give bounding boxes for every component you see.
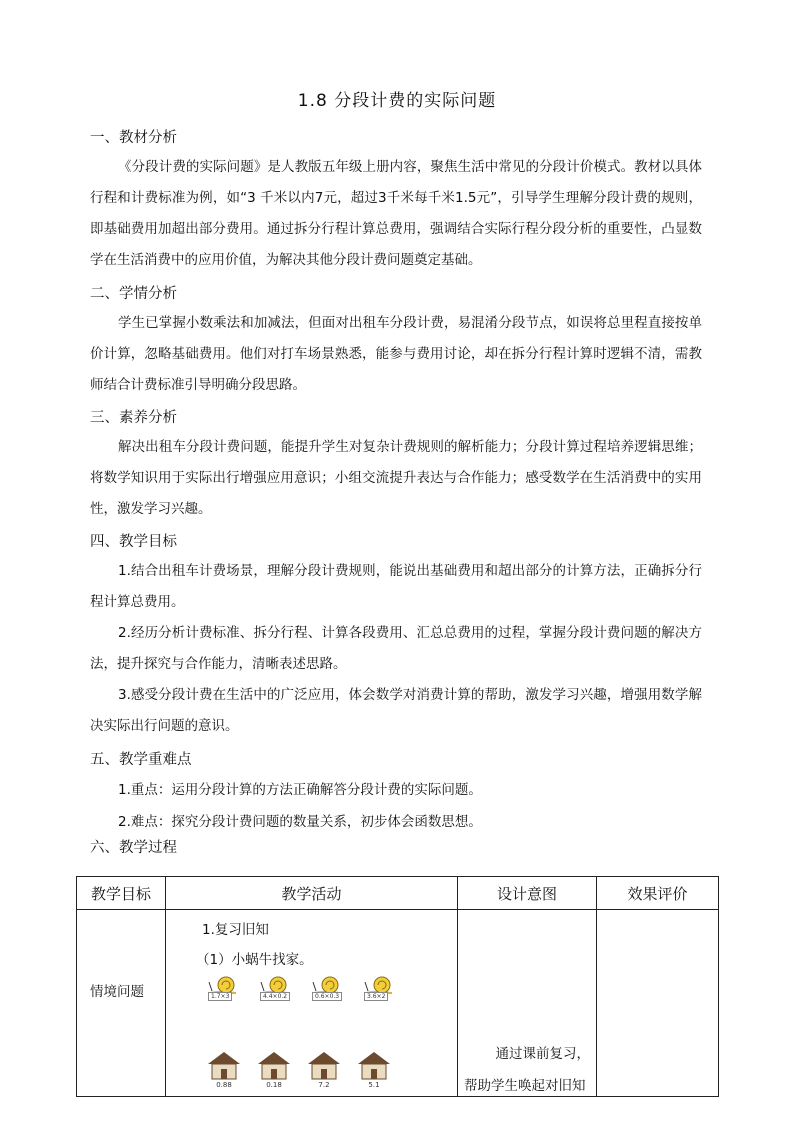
section-heading-keypoints: 五、教学重难点 [90, 752, 192, 768]
house-icon [306, 1050, 342, 1080]
table-header-row [77, 877, 719, 910]
snail-label: 0.6×0.3 [312, 992, 342, 1001]
header-evaluation: 效果评价 [597, 877, 719, 910]
house-icon [206, 1050, 242, 1080]
snail-card [310, 974, 348, 1002]
cell-evaluation [597, 910, 719, 1097]
house-label: 7.2 [318, 1081, 330, 1089]
intent-line-2: 帮助学生唤起对旧知 [464, 1078, 586, 1094]
section-heading-process: 六、教学过程 [90, 840, 177, 856]
house-icon [256, 1050, 292, 1080]
goal-item-3: 3.感受分段计费在生活中的广泛应用，体会数学对消费计算的帮助，激发学习兴趣，增强用数学解决实际出行问题的意识。 [90, 687, 702, 734]
section-heading-goals: 四、教学目标 [90, 534, 177, 550]
snail-label: 1.7×3 [208, 992, 232, 1001]
goal-text: 情境问题 [90, 984, 144, 1000]
snail-card [362, 974, 400, 1002]
cell-intent [458, 910, 597, 1097]
intent-line-1: 通过课前复习， [495, 1046, 590, 1062]
teaching-process-table [76, 876, 719, 1097]
header-intent: 设计意图 [458, 877, 597, 910]
snail-label: 3.6×2 [364, 992, 388, 1001]
house-card [256, 1050, 292, 1089]
house-icon [356, 1050, 392, 1080]
house-label: 0.18 [266, 1081, 282, 1089]
keypoint-item-2: 2.难点：探究分段计费问题的数量关系，初步体会函数思想。 [118, 814, 482, 830]
house-row [206, 1050, 392, 1089]
table-row [77, 910, 719, 1097]
page-title: 1.8 分段计费的实际问题 [297, 91, 497, 111]
snail-label: 4.4×0.2 [260, 992, 290, 1001]
section-heading-textbook: 一、教材分析 [90, 130, 177, 146]
house-card [306, 1050, 342, 1089]
snail-card [258, 974, 296, 1002]
header-goal: 教学目标 [77, 877, 166, 910]
section-text-textbook: 《分段计费的实际问题》是人教版五年级上册内容，聚焦生活中常见的分段计价模式。教材以具体行程和计费标准为例，如“3 千米以内7元，超过3千米每千米1.5元”，引导学生理解分段计费的规则，即基础费用加超出部分费用。通过拆分行程计算总费用，强调结合实际行程分段分析的重要性，凸显数学在生活消费中的应用价值，为解决其他分段计费问题奠定基础。 [90, 159, 702, 268]
cell-goal [77, 910, 166, 1097]
section-text-literacy: 解决出租车分段计费问题，能提升学生对复杂计费规则的解析能力；分段计算过程培养逻辑思维；将数学知识用于实际出行增强应用意识；小组交流提升表达与合作能力；感受数学在生活消费中的实用性，激发学习兴趣。 [90, 439, 702, 517]
goal-item-1: 1.结合出租车计费场景，理解分段计费规则，能说出基础费用和超出部分的计算方法，正确拆分行程计算总费用。 [90, 563, 702, 610]
section-text-learner: 学生已掌握小数乘法和加减法，但面对出租车分段计费，易混淆分段节点，如误将总里程直接按单价计算，忽略基础费用。他们对打车场景熟悉，能参与费用讨论，却在拆分行程计算时逻辑不清，需教师结合计费标准引导明确分段思路。 [90, 315, 702, 393]
section-heading-learner: 二、学情分析 [90, 286, 177, 302]
activity-title: 1.复习旧知 [202, 922, 269, 938]
cell-activity [166, 910, 458, 1097]
house-card [206, 1050, 242, 1089]
snail-card [206, 974, 244, 1002]
activity-subtitle: （1）小蜗牛找家。 [196, 952, 313, 968]
house-label: 5.1 [368, 1081, 380, 1089]
section-heading-literacy: 三、素养分析 [90, 410, 177, 426]
house-label: 0.88 [216, 1081, 232, 1089]
goal-item-2: 2.经历分析计费标准、拆分行程、计算各段费用、汇总总费用的过程，掌握分段计费问题的解决方法，提升探究与合作能力，清晰表述思路。 [90, 625, 702, 672]
header-activity: 教学活动 [166, 877, 458, 910]
keypoint-item-1: 1.重点：运用分段计算的方法正确解答分段计费的实际问题。 [118, 782, 482, 798]
snail-row [206, 974, 400, 1002]
house-card [356, 1050, 392, 1089]
